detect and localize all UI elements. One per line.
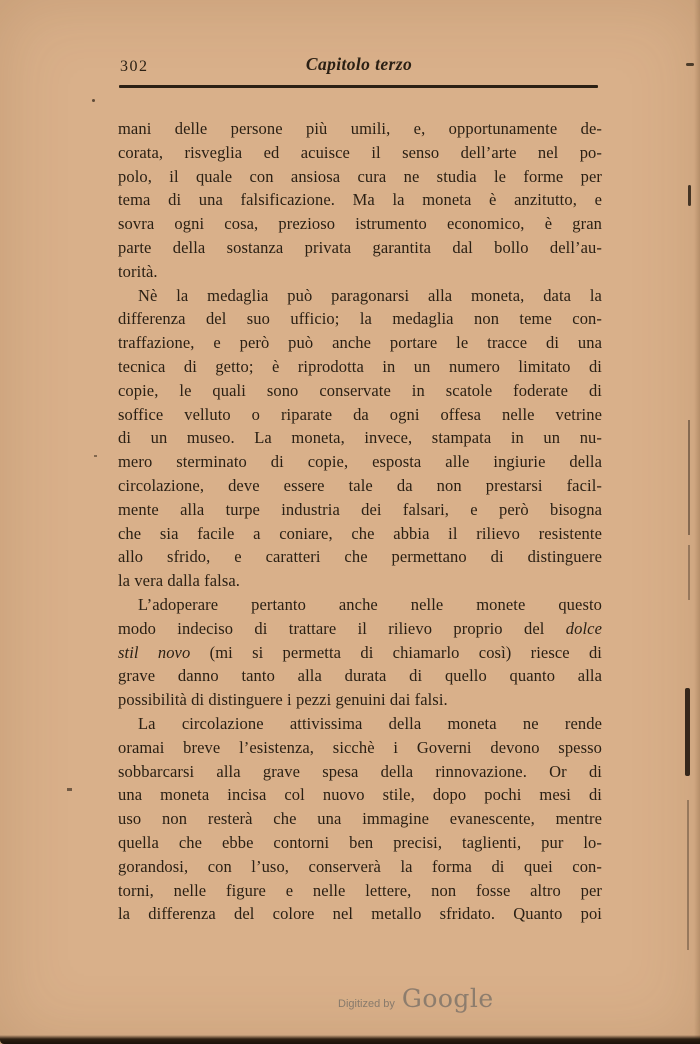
text-line: uso non resterà che una immagine evanescente, mentre: [118, 809, 602, 829]
text-line: circolazione, deve essere tale da non prestarsi facil-: [118, 475, 602, 495]
text-line: mani delle persone più umili, e, opportunamente de-: [118, 119, 602, 138]
text-line: modo indeciso di trattare il rilievo proprio del dolce: [118, 618, 602, 638]
page-body: [118, 117, 602, 926]
text-line: la vera dalla falsa.: [118, 571, 241, 591]
text-line: torità.: [118, 261, 158, 281]
google-logo: Google: [401, 984, 494, 1013]
text-line: copie, le quali sono conservate in scatole foderate di: [118, 380, 602, 400]
text-line: che sia facile a coniare, che abbia il rilievo resistente: [118, 523, 602, 543]
paragraph: [118, 117, 602, 284]
text-line: la differenza del colore nel metallo sfridato. Quanto poi: [118, 904, 602, 924]
text-line: differenza del suo ufficio; la medaglia non teme con-: [118, 309, 602, 329]
text-line: torni, nelle figure e nelle lettere, non fosse altro per: [118, 880, 602, 900]
text-line: stil novo (mi si permetta di chiamarlo così) riesce di: [118, 642, 602, 662]
scan-artifact: [688, 545, 690, 600]
scan-artifact: [688, 420, 690, 535]
text-line: quella che ebbe contorni ben precisi, taglienti, pur lo-: [118, 832, 602, 852]
text-line: L’adoperare pertanto anche nelle monete questo: [138, 594, 602, 614]
text-line: di un museo. La moneta, invece, stampata in un nu-: [118, 428, 602, 448]
scan-artifact: [687, 800, 689, 950]
scan-artifact: [92, 99, 95, 102]
text-line: mero sterminato di copie, esposta alle ingiurie della: [118, 452, 602, 472]
text-line: polo, il quale con ansiosa cura ne studia le forme per: [118, 166, 602, 186]
text-line: traffazione, e però può anche portare le tracce di una: [118, 333, 602, 353]
scan-artifact: [686, 63, 694, 66]
watermark: [338, 984, 494, 1013]
text-line: una moneta incisa col nuovo stile, dopo pochi mesi di: [118, 785, 602, 805]
paragraph: [118, 712, 602, 926]
text-line: allo sfrido, e caratteri che permettano di distinguere: [118, 547, 602, 567]
header-rule: [119, 85, 598, 88]
scan-artifact: [67, 788, 72, 791]
page-header: [118, 54, 600, 80]
text-line: sobbarcarsi alla grave spesa della rinnovazione. Or di: [118, 761, 602, 781]
text-line: tema di una falsificazione. Ma la moneta è anzitutto, e: [118, 190, 602, 210]
scan-artifact: [685, 688, 690, 776]
scan-artifact: [688, 185, 691, 206]
page-edge-shadow-bottom: [0, 1035, 700, 1044]
watermark-prefix: Digitized by: [338, 998, 395, 1010]
text-line: grave danno tanto alla durata di quello quanto alla: [118, 666, 602, 686]
page-edge-shadow-right: [694, 0, 700, 1044]
paragraph: [118, 284, 602, 593]
text-line: gorandosi, con l’uso, conserverà la forma di quei con-: [118, 856, 602, 876]
text-line: sovra ogni cosa, prezioso istrumento economico, è gran: [118, 214, 602, 234]
paragraph: [118, 593, 602, 712]
chapter-title: Capitolo terzo: [305, 54, 413, 74]
text-line: corata, risveglia ed acuisce il senso dell’arte nel po-: [118, 142, 602, 162]
text-line: oramai breve l’esistenza, sicchè i Governi devono spesso: [118, 737, 602, 757]
page-number: 302: [120, 58, 149, 75]
text-line: tecnica di getto; è riprodotta in un numero limitato di: [118, 356, 602, 376]
text-line: La circolazione attivissima della moneta ne rende: [138, 713, 602, 733]
scan-artifact: [94, 455, 97, 457]
text-line: soffice velluto o riparate da ogni offesa nelle vetrine: [118, 404, 602, 424]
text-line: possibilità di distinguere i pezzi genuini dai falsi.: [118, 690, 448, 710]
text-line: parte della sostanza privata garantita dal bollo dell’au-: [118, 237, 602, 257]
text-line: Nè la medaglia può paragonarsi alla moneta, data la: [138, 285, 602, 305]
text-line: mente alla turpe industria dei falsari, e però bisogna: [118, 499, 602, 519]
